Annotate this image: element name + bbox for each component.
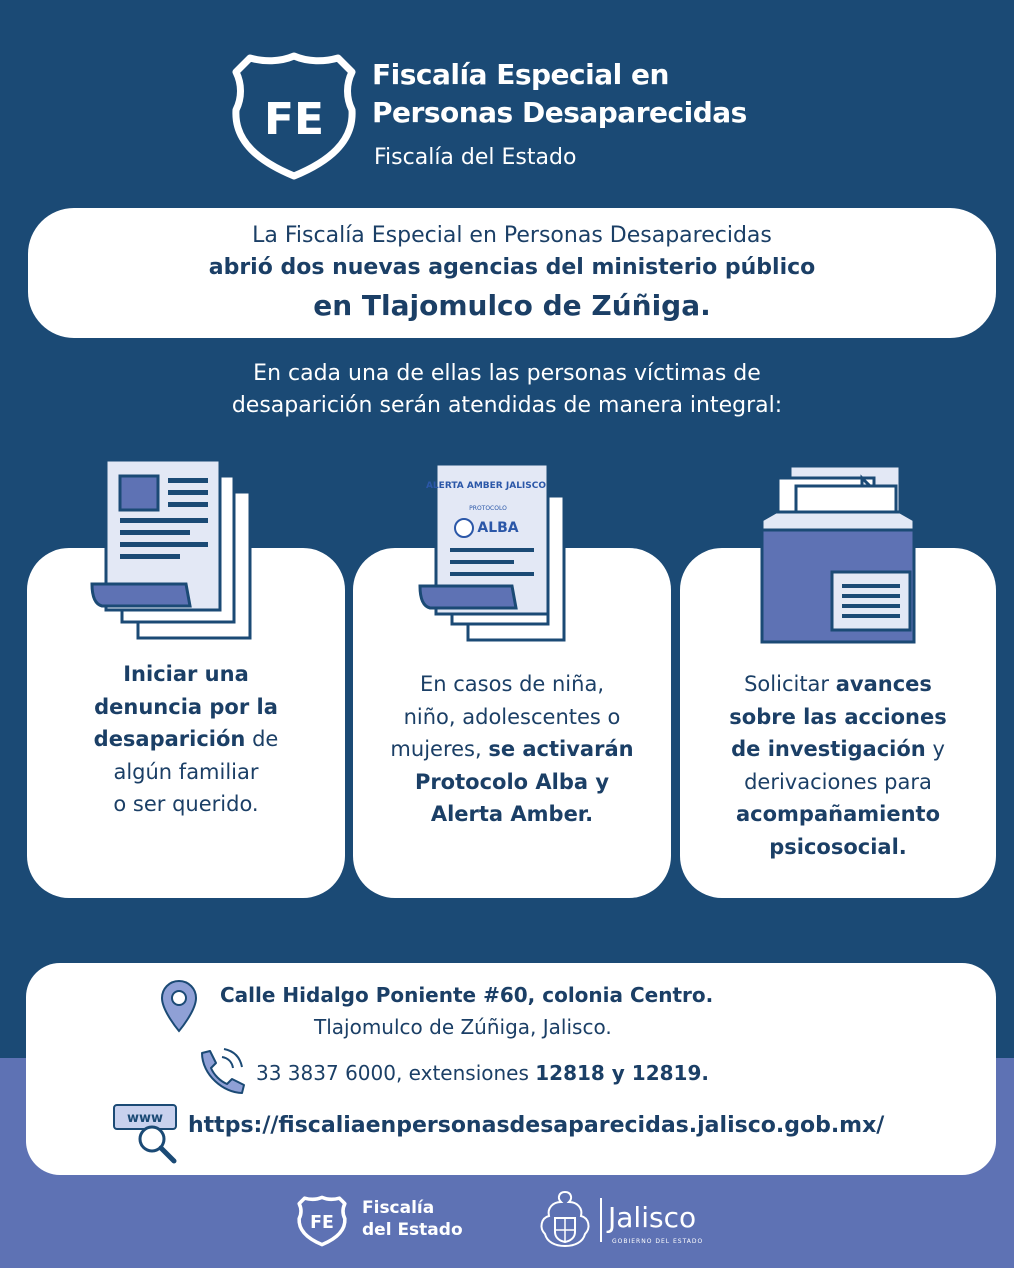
jalisco-coat-of-arms-icon (537, 1188, 593, 1250)
card-text (690, 668, 986, 863)
intro-line2: abrió dos nuevas agencias del ministerio público (208, 255, 816, 280)
card-line (363, 668, 661, 701)
card-line-segment: Solicitar (744, 672, 836, 696)
phone-icon (194, 1045, 246, 1095)
address-line2: Tlajomulco de Zúñiga, Jalisco. (314, 1015, 612, 1039)
card-line-segment: psicosocial. (769, 834, 907, 859)
footer-divider (600, 1198, 602, 1242)
page-title-line1: Fiscalía Especial en (372, 58, 669, 91)
protocolo-badge-label: PROTOCOLO (469, 505, 507, 512)
card-line-segment: niño, adolescentes o (403, 704, 621, 729)
footer-jalisco-wordmark: Jalisco (608, 1201, 697, 1234)
folder-documents-icon (756, 460, 920, 646)
card-line (37, 658, 335, 691)
page-title-line2: Personas Desaparecidas (372, 96, 747, 129)
amber-badge-label: ALERTA AMBER JALISCO (425, 481, 547, 491)
card-line-segment: de (245, 727, 279, 751)
address-line1: Calle Hidalgo Poniente #60, colonia Centro. (220, 983, 714, 1007)
card-line-segment: se activarán (488, 737, 634, 761)
website-link[interactable]: https://fiscaliaenpersonasdesaparecidas.jalisco.gob.mx/ (188, 1113, 885, 1138)
location-pin-icon (160, 979, 198, 1033)
card-line (363, 798, 661, 831)
card-line-segment: En casos de niña, (420, 672, 604, 696)
card-line-segment: algún familiar (113, 759, 259, 784)
phone-extensions: 12818 y 12819. (535, 1061, 709, 1085)
footer-fiscalia-line1: Fiscalía (362, 1198, 435, 1218)
card-text (363, 668, 661, 831)
alba-badge-label: ALBA (477, 520, 519, 536)
www-label: www (126, 1111, 164, 1126)
card-line-segment: de investigación (731, 737, 926, 761)
card-line (363, 733, 661, 766)
lead-text (0, 358, 1014, 422)
card-line-segment: desaparición (93, 727, 246, 751)
shield-text: FE (263, 94, 325, 145)
intro-line1: La Fiscalía Especial en Personas Desaparecidas (252, 223, 772, 248)
card-line (363, 701, 661, 734)
card-line-segment: Alerta Amber. (430, 802, 594, 826)
intro-line3: en Tlajomulco de Zúñiga. (313, 289, 711, 322)
document-stack-icon (88, 456, 258, 642)
card-line (37, 691, 335, 724)
footer-fe-shield-logo (296, 1195, 348, 1247)
card-line (690, 733, 986, 766)
card-line-segment: derivaciones para (744, 769, 932, 794)
card-line-segment: denuncia por la (94, 694, 278, 719)
card-line-segment: y (925, 737, 945, 761)
card-line (690, 668, 986, 701)
card-line (690, 701, 986, 734)
footer-fiscalia-line2: del Estado (362, 1220, 463, 1240)
card-line-segment: Protocolo Alba y (414, 769, 610, 794)
card-line-segment: o ser querido. (113, 792, 259, 816)
phone-number: 33 3837 6000, extensiones (256, 1061, 536, 1085)
card-line (690, 831, 986, 864)
phone-text (256, 1059, 709, 1087)
card-line (690, 766, 986, 799)
card-line (37, 756, 335, 789)
footer-gobierno-label: GOBIERNO DEL ESTADO (612, 1238, 704, 1245)
footer-shield-text: FE (310, 1213, 334, 1234)
page-subtitle: Fiscalía del Estado (374, 145, 577, 170)
card-line-segment: Iniciar una (123, 662, 249, 686)
card-line-segment: acompañamiento (736, 802, 940, 826)
fe-shield-logo (228, 50, 360, 182)
card-line-segment: sobre las acciones (729, 704, 947, 729)
lead-line2: desaparición serán atendidas de manera integral: (231, 393, 783, 418)
card-line (37, 723, 335, 756)
card-line-segment: avances (835, 672, 932, 696)
alert-amber-alba-document-icon (418, 462, 568, 644)
card-text (37, 658, 335, 821)
contact-panel (26, 963, 996, 1175)
card-line-segment: mujeres, (390, 737, 489, 761)
www-search-icon (112, 1103, 180, 1165)
card-line (363, 766, 661, 799)
card-line (690, 798, 986, 831)
lead-line1: En cada una de ellas las personas víctimas de (253, 361, 761, 386)
alba-logo-icon (455, 519, 473, 537)
intro-banner (28, 208, 996, 338)
card-line (37, 788, 335, 821)
